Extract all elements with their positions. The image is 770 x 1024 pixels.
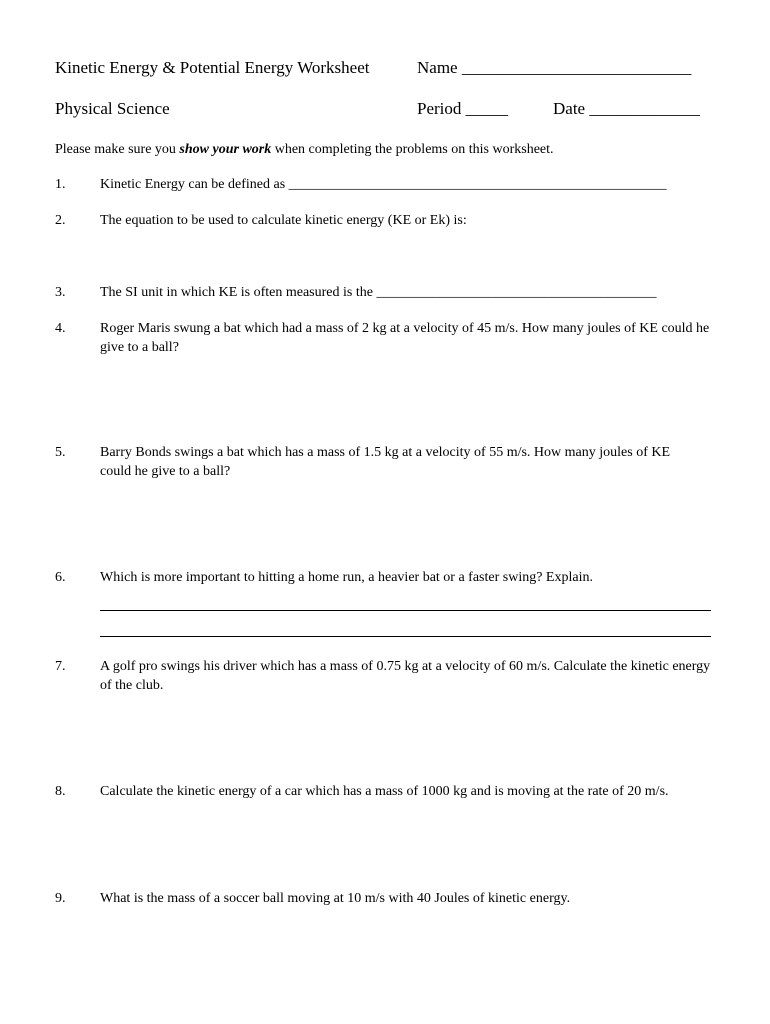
question-number: 9. <box>55 891 66 906</box>
question-text: Roger Maris swung a bat which had a mass of 2 kg at a velocity of 45 m/s. How many joules of KE could he give to a ball? <box>100 321 710 355</box>
question-number: 8. <box>55 784 66 799</box>
instructions-emphasis: show your work <box>179 142 272 157</box>
question-number: 1. <box>55 177 66 192</box>
answer-line[interactable] <box>100 636 711 637</box>
question-number: 5. <box>55 445 66 460</box>
date-field[interactable]: Date _____________ <box>553 99 700 118</box>
instructions-before: Please make sure you <box>55 142 180 157</box>
question-number: 6. <box>55 570 66 585</box>
question-number: 3. <box>55 285 66 300</box>
question-number: 2. <box>55 213 66 228</box>
question-text: Barry Bonds swings a bat which has a mass of 1.5 kg at a velocity of 55 m/s. How many joules of KE could he give to a ball? <box>100 445 671 479</box>
question-text: Kinetic Energy can be defined as ______________________________________________________ <box>100 177 667 192</box>
worksheet-title: Kinetic Energy & Potential Energy Worksheet <box>55 58 370 77</box>
period-field[interactable]: Period _____ <box>417 99 509 118</box>
question-number: 7. <box>55 659 66 674</box>
question-number: 4. <box>55 321 66 336</box>
question-text: Which is more important to hitting a home run, a heavier bat or a faster swing? Explain. <box>100 570 593 585</box>
instructions-after: when completing the problems on this worksheet. <box>271 142 554 157</box>
question-text: The SI unit in which KE is often measured is the ________________________________________ <box>100 285 657 300</box>
question-text: A golf pro swings his driver which has a mass of 0.75 kg at a velocity of 60 m/s. Calculate the kinetic energy of the club. <box>100 659 711 693</box>
name-field[interactable]: Name ___________________________ <box>417 58 692 77</box>
answer-line[interactable] <box>100 610 711 611</box>
question-text: Calculate the kinetic energy of a car which has a mass of 1000 kg and is moving at the rate of 20 m/s. <box>100 784 669 799</box>
subject-label: Physical Science <box>55 99 170 118</box>
question-text: The equation to be used to calculate kinetic energy (KE or Ek) is: <box>100 213 467 228</box>
instructions <box>55 141 554 159</box>
question-text: What is the mass of a soccer ball moving at 10 m/s with 40 Joules of kinetic energy. <box>100 891 571 906</box>
